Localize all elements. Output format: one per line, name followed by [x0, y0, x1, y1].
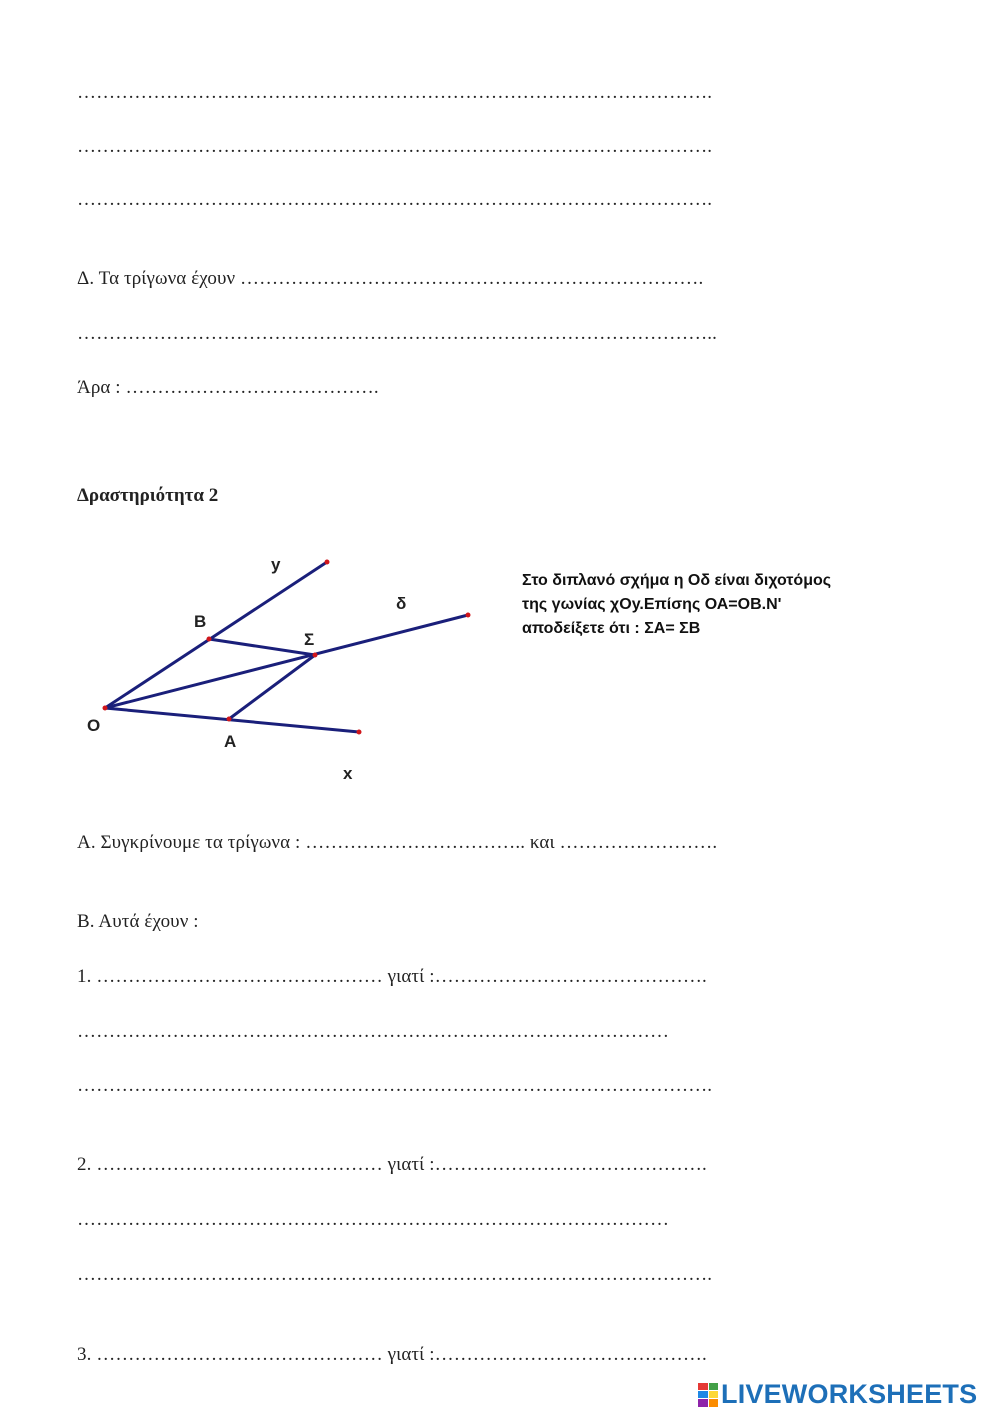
ray-ox	[105, 708, 359, 732]
item-2-continuation-1[interactable]: …………………………………………………………………………………	[77, 1209, 670, 1230]
delta-continuation[interactable]: ………………………………………………………………………………………..	[77, 323, 717, 344]
logo-square	[698, 1399, 708, 1406]
label-b: B	[194, 612, 207, 631]
point-y-end	[325, 560, 330, 565]
point-d-end	[466, 613, 471, 618]
figure-points	[103, 560, 471, 735]
answer-line-2[interactable]: ……………………………………………………………………………………….	[77, 136, 713, 157]
label-x: x	[343, 764, 353, 783]
bisector-od	[105, 615, 468, 708]
point-o	[103, 706, 108, 711]
logo-square	[709, 1391, 719, 1398]
logo-square	[709, 1399, 719, 1406]
item-1-continuation-1[interactable]: …………………………………………………………………………………	[77, 1021, 670, 1042]
item-2-line[interactable]: 2. ……………………………………… γιατί :…………………………………….	[77, 1154, 707, 1175]
point-x-end	[357, 730, 362, 735]
question-b: Β. Αυτά έχουν :	[77, 911, 199, 932]
liveworksheets-logo	[698, 1379, 977, 1410]
logo-square	[698, 1383, 708, 1390]
item-1-continuation-2[interactable]: ……………………………………………………………………………………….	[77, 1075, 713, 1096]
logo-square	[698, 1391, 708, 1398]
item-1-line[interactable]: 1. ……………………………………… γιατί :…………………………………….	[77, 966, 707, 987]
answer-line-1[interactable]: ……………………………………………………………………………………….	[77, 82, 713, 103]
label-delta: δ	[396, 594, 407, 613]
conclusion-line[interactable]: Άρα : ………………………………….	[77, 377, 379, 398]
activity-2-title: Δραστηριότητα 2	[77, 485, 219, 506]
brand-name: LIVEWORKSHEETS	[721, 1379, 978, 1409]
point-b	[207, 637, 212, 642]
label-o: O	[87, 716, 101, 735]
figure-lines	[105, 562, 468, 732]
point-a	[227, 717, 232, 722]
segment-bs	[209, 639, 315, 655]
label-a: A	[224, 732, 237, 751]
answer-line-3[interactable]: ……………………………………………………………………………………….	[77, 189, 713, 210]
item-2-continuation-2[interactable]: ……………………………………………………………………………………….	[77, 1264, 713, 1285]
label-y: y	[271, 555, 281, 574]
logo-mark-icon	[698, 1383, 718, 1407]
problem-statement: Στο διπλανό σχήμα η Οδ είναι διχοτόμος της γωνίας χΟy.Επίσης ΟΑ=ΟΒ.Ν' αποδείξετε ότι : ΣΑ= ΣΒ	[522, 572, 832, 637]
delta-question[interactable]: Δ. Τα τρίγωνα έχουν ……………………………………………………………….	[77, 268, 704, 289]
question-a[interactable]: Α. Συγκρίνουμε τα τρίγωνα : …………………………….. και …………………….	[77, 832, 718, 853]
logo-square	[709, 1383, 719, 1390]
point-s	[313, 653, 318, 658]
label-sigma: Σ	[304, 630, 315, 649]
ray-oy	[105, 562, 327, 708]
geometry-figure	[78, 548, 478, 793]
item-3-line[interactable]: 3. ……………………………………… γιατί :…………………………………….	[77, 1344, 707, 1365]
